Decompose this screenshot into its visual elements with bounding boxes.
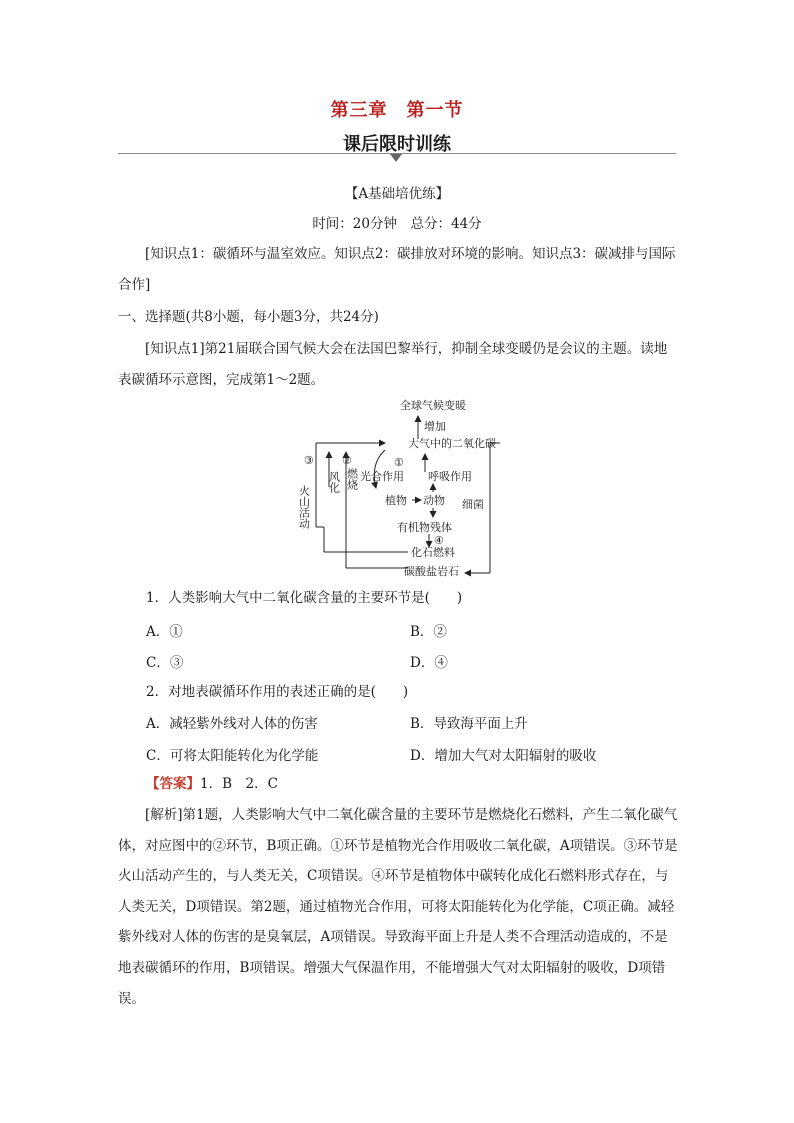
label-animals: 动物 (423, 494, 445, 507)
q1-option-d: D．④ (410, 655, 448, 671)
label-organic-remains: 有机物残体 (397, 521, 452, 534)
label-burning: 燃烧 (345, 468, 359, 490)
label-co2: 大气中的二氧化碳 (408, 437, 496, 450)
q1-option-a: A．① (146, 624, 183, 640)
q1-option-c: C．③ (146, 655, 184, 671)
carbon-cycle-diagram (290, 392, 510, 578)
label-photosynthesis: 光合作用 (360, 470, 404, 483)
divider-triangle-icon (390, 154, 402, 162)
q2-option-c: C．可将太阳能转化为化学能 (146, 748, 319, 764)
label-increase: 增加 (424, 420, 446, 433)
label-fossil-fuel: 化石燃料 (411, 546, 455, 559)
mark-1: ① (394, 456, 404, 469)
q1-option-b: B．② (410, 624, 447, 640)
label-plants: 植物 (385, 494, 407, 507)
question-stem: [知识点1]第21届联合国气候大会在法国巴黎举行，抑制全球变暖仍是会议的主题。读地表碳循环示意图，完成第1～2题。 (118, 341, 668, 388)
analysis: [解析]第1题，人类影响大气中二氧化碳含量的主要环节是燃烧化石燃料，产生二氧化碳气体，对应图中的②环节，B项正确。①环节是植物光合作用吸收二氧化碳，A项错误。③环节是火山活动产生的，与人类无关，C项错误。④环节是植物体中碳转化成化石燃料形式存在，与人类无关，D项错误。第2题，通过植物光合作用，可将太阳能转化为化学能，C项正确。减轻紫外线对人体的伤害的是臭氧层，A项错误。导致海平面上升是人类不合理活动造成的，不是地表碳循环的作用，B项错误。增强大气保温作用，不能增强大气对太阳辐射的吸收，D项错误。 (118, 807, 678, 1007)
level-label: 【A基础培优练】 (344, 186, 450, 202)
mark-4: ④ (434, 534, 444, 547)
answer-text: 1．B 2．C (200, 776, 278, 792)
label-weathering: 风化 (327, 471, 341, 493)
q2-option-d: D．增加大气对太阳辐射的吸收 (410, 748, 597, 764)
part-heading: 一、选择题(共8小题，每小题3分，共24分) (118, 309, 379, 325)
label-carbonate-rock: 碳酸盐岩石 (404, 565, 459, 578)
label-volcano: 火山活动 (297, 485, 311, 529)
label-bacteria: 细菌 (462, 498, 484, 511)
label-global-warming: 全球气候变暖 (400, 399, 466, 412)
q2-option-a: A．减轻紫外线对人体的伤害 (146, 716, 318, 732)
time-info: 时间：20分钟 总分：44分 (312, 216, 482, 232)
section-title: 课后限时训练 (343, 134, 451, 155)
chapter-title: 第三章 第一节 (330, 100, 464, 121)
mark-3: ③ (304, 454, 314, 467)
question-1-stem: 1．人类影响大气中二氧化碳含量的主要环节是( ) (146, 590, 463, 606)
answer-label: 【答案】 (146, 776, 200, 792)
knowledge-points: [知识点1：碳循环与温室效应。知识点2：碳排放对环境的影响。知识点3：碳减排与国际合作] (118, 246, 676, 293)
mark-2: ② (342, 454, 352, 467)
question-2-stem: 2．对地表碳循环作用的表述正确的是( ) (146, 684, 409, 700)
label-respiration: 呼吸作用 (428, 470, 472, 483)
answer-line (146, 774, 278, 794)
q2-option-b: B．导致海平面上升 (410, 716, 528, 732)
